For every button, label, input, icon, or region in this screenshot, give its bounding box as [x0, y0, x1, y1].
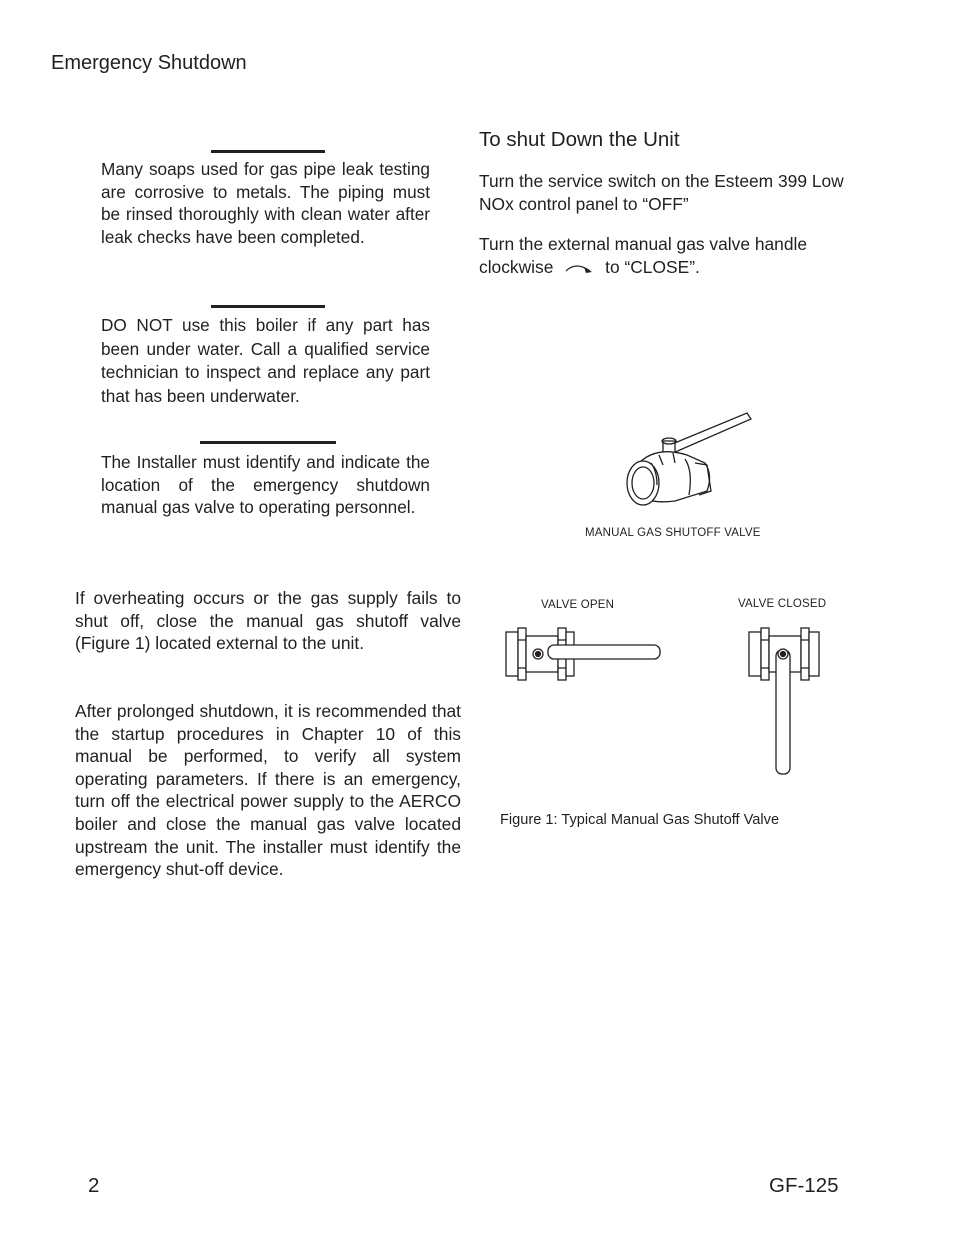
manual-valve-label: MANUAL GAS SHUTOFF VALVE — [585, 527, 761, 539]
note-rule — [211, 305, 325, 308]
note-rule — [200, 441, 336, 444]
ball-valve-drawing — [615, 405, 765, 515]
document-code: GF-125 — [769, 1174, 839, 1197]
note-text: Many soaps used for gas pipe leak testing are corrosive to metals. The piping must be rinsed thoroughly with clean water after leak checks have been completed. — [101, 159, 430, 247]
section-header: Emergency Shutdown — [51, 52, 247, 74]
procedure-step-2 — [479, 233, 849, 278]
procedure-title: To shut Down the Unit — [479, 128, 680, 151]
valve-open-diagram — [500, 620, 670, 690]
figure-caption: Figure 1: Typical Manual Gas Shutoff Valve — [500, 812, 780, 828]
overheat-paragraph: If overheating occurs or the gas supply fails to shut off, close the manual gas shutoff valve (Figure 1) located external to the unit. — [75, 588, 461, 654]
valve-open-label: VALVE OPEN — [541, 599, 615, 611]
page-number: 2 — [88, 1174, 100, 1197]
procedure-step-1: Turn the service switch on the Esteem 399 Low NOx control panel to “OFF” — [479, 171, 844, 214]
clockwise-arrow-icon — [564, 261, 594, 275]
procedure-step-2-text: Turn the external manual gas valve handle clockwise — [479, 234, 808, 277]
valve-closed-label: VALVE CLOSED — [738, 598, 827, 610]
note-text: DO NOT use this boiler if any part has been under water. Call a qualified service technician to inspect and replace any part that has been underwater. — [101, 315, 430, 406]
procedure-step-2-end: to “CLOSE”. — [605, 256, 700, 277]
note-text: The Installer must identify and indicate the location of the emergency shutdown manual gas valve to operating personnel. — [101, 452, 430, 518]
note-rule — [211, 150, 325, 153]
valve-closed-diagram — [743, 620, 823, 780]
prolonged-shutdown-paragraph: After prolonged shutdown, it is recommended that the startup procedures in Chapter 10 of this manual be performed, to verify all system operating parameters. If there is an emergency, turn off the electrical power supply to the AERCO boiler and close the manual gas valve located upstream the unit. The installer must identify the emergency shut-off device. — [75, 701, 461, 880]
